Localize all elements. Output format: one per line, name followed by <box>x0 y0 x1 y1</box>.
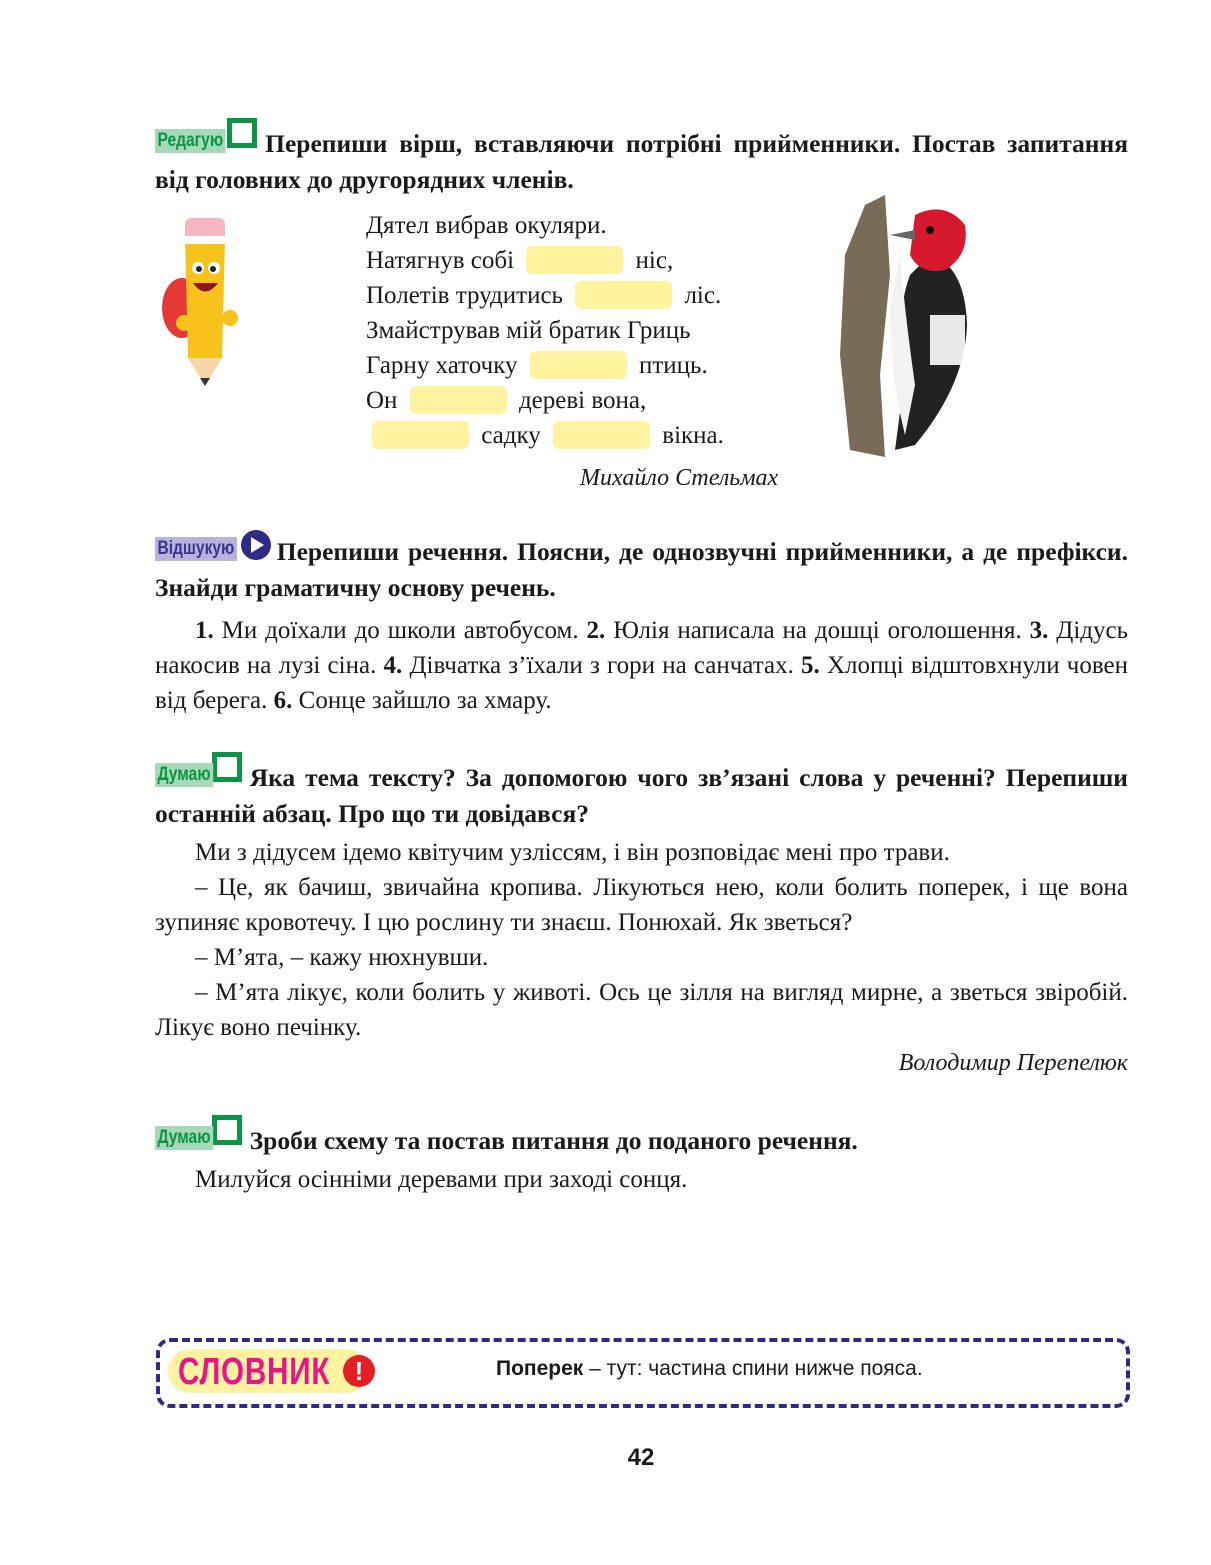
exclamation-icon: ! <box>343 1355 375 1387</box>
dictionary-title: СЛОВНИК <box>178 1351 331 1393</box>
paragraph: – М’ята лікує, коли болить у животі. Ось це зілля на вигляд мирне, а зветься звіробій. Лікує воно печінку. <box>155 979 1128 1041</box>
blank-field <box>530 351 627 379</box>
blank-field <box>553 421 650 449</box>
dictionary-term: Поперек <box>496 1357 584 1380</box>
poem-line <box>366 208 724 243</box>
square-icon <box>227 118 257 148</box>
poem-author: Михайло Стельмах <box>580 465 779 491</box>
poem-line <box>366 383 724 418</box>
instruction-text: Яка тема тексту? За допомогою чого зв’язані слова у реченні? Перепиши останній абзац. Про що ти довідався? <box>155 763 1128 828</box>
sentence-text: Сонце зайшло за хмару. <box>292 687 552 714</box>
blank-field <box>372 421 469 449</box>
woodpecker-illustration-icon <box>835 195 975 457</box>
paragraph: Ми з дідусем ідемо квітучим узліссям, і він розповідає мені про трави. <box>195 839 950 866</box>
play-icon <box>241 530 271 560</box>
sentence-number: 2. <box>586 617 606 644</box>
poem-text: Гарну хаточку <box>366 352 524 379</box>
paragraph: – М’ята, – кажу нюхнувши. <box>195 944 489 971</box>
sentence-number: 4. <box>383 652 403 679</box>
exercise-2-instruction <box>155 530 1128 606</box>
poem-text: Змайстрував мій братик Гриць <box>366 317 691 344</box>
tag-search: Відшукую <box>155 537 237 561</box>
sentence-text: Дідусь накосив на лузі сіна. <box>155 617 1129 679</box>
tag-think: Думаю <box>155 763 213 787</box>
page-number: 42 <box>627 1444 655 1471</box>
blank-field <box>410 386 507 414</box>
pencil-character-icon <box>160 208 240 386</box>
poem-line <box>366 243 724 278</box>
sentence-text: Дівчатка з’їхали з гори на санчатах. <box>402 652 802 679</box>
instruction-text: Перепиши вірш, вставляючи потрібні прийменники. Постав запитання від головних до другорядних членів. <box>155 129 1128 194</box>
exercise-3-instruction <box>155 752 1128 832</box>
exercise-4-instruction <box>155 1115 1128 1159</box>
sentence-text: Хлопці відштовхнули човен від берега. <box>155 652 1128 714</box>
exercise-4-text <box>155 1162 1128 1197</box>
text-author: Володимир Перепелюк <box>898 1050 1128 1076</box>
sentence-text: Ми доїхали до школи автобусом. <box>213 617 587 644</box>
sentence-number: 1. <box>195 617 214 644</box>
dictionary-entry <box>496 1357 923 1381</box>
poem-line <box>366 313 724 348</box>
sentence: Милуйся осінніми деревами при заході сонця. <box>195 1166 688 1193</box>
poem-text: Полетів трудитись <box>366 282 570 309</box>
tag-edit: Редагую <box>155 129 226 153</box>
poem-text: Он <box>366 387 404 414</box>
dictionary-definition: – тут: частина спини нижче пояса. <box>583 1357 923 1380</box>
poem-text: вікна. <box>656 422 724 449</box>
blank-field <box>575 281 672 309</box>
poem-text: птиць. <box>632 352 708 379</box>
poem-text: Дятел вибрав окуляри. <box>366 212 607 239</box>
square-icon <box>212 752 242 782</box>
sentence-number: 5. <box>801 652 820 679</box>
instruction-text: Зроби схему та постав питання до поданого речення. <box>249 1126 858 1155</box>
blank-field <box>526 246 623 274</box>
poem-text: ліс. <box>678 282 722 309</box>
tag-think: Думаю <box>155 1126 213 1150</box>
poem-line <box>366 348 724 383</box>
square-icon <box>212 1115 242 1145</box>
exercise-1-instruction <box>155 118 1128 198</box>
sentence-text: Юлія написала на дошці оголошення. <box>605 617 1030 644</box>
sentence-number: 3. <box>1029 617 1049 644</box>
poem-line <box>366 278 724 313</box>
dictionary-box <box>156 1338 1130 1408</box>
poem <box>366 208 724 453</box>
paragraph: – Це, як бачиш, звичайна кропива. Лікуються нею, коли болить поперек, і ще вона зупиняє кровотечу. І цю рослину ти знаєш. Понюхай. Як зветься? <box>155 874 1128 936</box>
poem-line <box>366 418 724 453</box>
dictionary-label <box>168 1349 368 1393</box>
poem-text: Натягнув собі <box>366 247 521 274</box>
poem-text: ніс, <box>629 247 674 274</box>
exercise-3-text <box>155 835 1128 1045</box>
instruction-text: Перепиши речення. Поясни, де однозвучні прийменники, а де префікси. Знайди граматичну основу речень. <box>155 537 1128 602</box>
exercise-2-text <box>155 613 1128 718</box>
poem-text: садку <box>475 422 548 449</box>
sentence-number: 6. <box>273 687 293 714</box>
poem-text: дереві вона, <box>512 387 647 414</box>
